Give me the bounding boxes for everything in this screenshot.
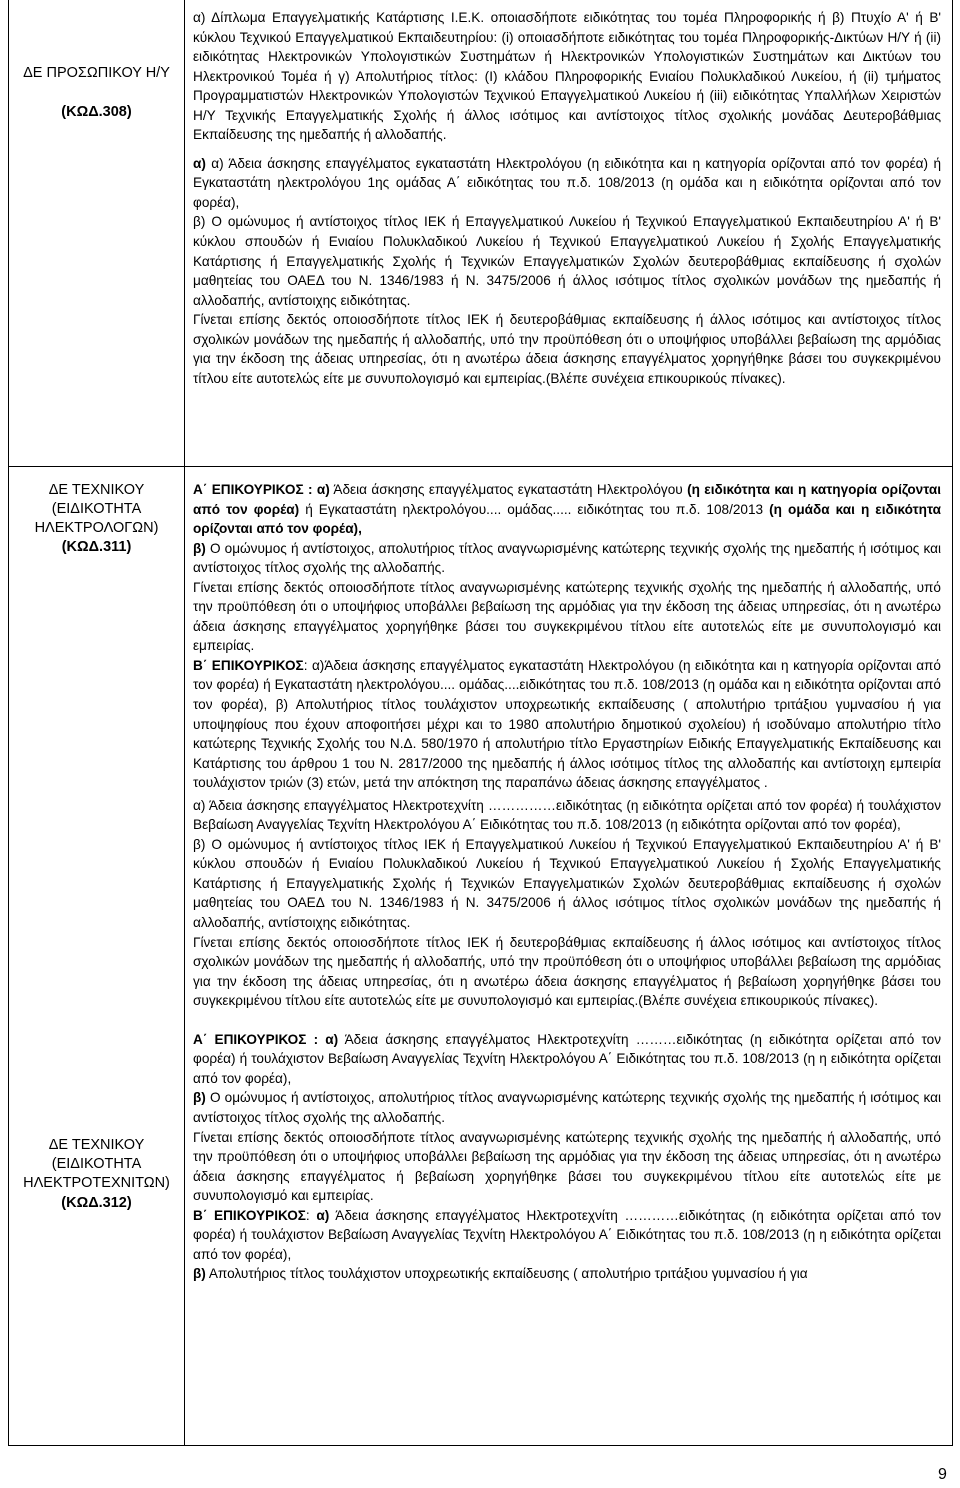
qualifications-cell: [193, 8, 941, 388]
auxiliary-a-note: Γίνεται επίσης δεκτός οποιοσδήποτε τίτλος αναγνωρισμένης κατώτερης τεχνικής σχολής της ημεδαπής ή αλλοδαπής, υπό την προϋπόθεση ότι ο υποψήφιος υποβάλλει βεβαίωση της αρμόδιας για την έκδοση της άδειας υπηρεσίας, ότι η ανωτέρω άδεια άσκησης επαγγέλματος χορηγήθηκε βάσει του συγκεκριμένου τίτλου είτε αυτοτελώς είτε με συνυπολογισμό και εμπειρίας.: [193, 579, 941, 654]
auxiliary-b-2-b-heading: β): [193, 1266, 206, 1282]
auxiliary-b: [193, 656, 941, 793]
table-row: [9, 0, 952, 467]
auxiliary-a-2-heading: Α΄ ΕΠΙΚΟΥΡΙΚΟΣ : α): [193, 1031, 339, 1047]
auxiliary-b-2-text: Άδεια άσκησης επαγγέλματος Ηλεκτροτεχνίτη …………ειδικότητας (η ειδικότητα ορίζεται από τον φορέα) ή τουλάχιστον Βεβαίωση Αναγγελίας Τεχνίτη Ηλεκτρολόγου Α΄ Ειδικότητας του π.δ. 108/2013 (η η ειδικότητα ορίζεται από τον φορέα),: [193, 1207, 941, 1262]
auxiliary-b-2-a: α): [316, 1207, 330, 1223]
auxiliary-a-bold: (η ειδικότητα και η κατηγορία ορίζονται από τον φορέα): [193, 482, 942, 517]
qualification-a-text: α) Άδεια άσκησης επαγγέλματος εγκαταστάτη Ηλεκτρολόγου (η ειδικότητα και η κατηγορία ορίζονται από τον φορέα) ή Εγκαταστάτη ηλεκτρολόγου 1ης ομάδας Α΄ ειδικότητας του π.δ. 108/2013 (η ομάδα και η ειδικότητα ορίζονται από τον φορέα),: [193, 155, 942, 210]
auxiliary-a-2-text: Άδεια άσκησης επαγγέλματος Ηλεκτροτεχνίτη ………ειδικότητας (η ειδικότητα ορίζεται από τον φορέα) ή τουλάχιστον Βεβαίωση Αναγγελίας Τεχνίτη Ηλεκτρολόγου Α΄ Ειδικότητας του π.δ. 108/2013 (η η ειδικότητα ορίζεται από τον φορέα),: [193, 1031, 942, 1086]
page-number: 9: [938, 1466, 947, 1483]
auxiliary-a-2-b-heading: β): [193, 1090, 206, 1106]
auxiliary-a-heading: Α΄ ΕΠΙΚΟΥΡΙΚΟΣ : α): [193, 482, 330, 497]
auxiliary-b-2-colon: :: [305, 1207, 310, 1223]
specialty-code: (ΚΩΔ.311): [61, 539, 132, 555]
specialty-cell: [9, 0, 185, 466]
qualification-a: α) α) Άδεια άσκησης επαγγέλματος εγκαταστάτη Ηλεκτρολόγου (η ειδικότητα και η κατηγορία ορίζονται από τον φορέα) ή Εγκαταστάτη ηλεκτρολόγου 1ης ομάδας Α΄ ειδικότητας του π.δ. 108/2013 (η ομάδα και η ειδικότητα ορίζονται από τον φορέα),: [193, 155, 942, 210]
qualifications-cell: [193, 480, 941, 1284]
auxiliary-b-heading: Β΄ ΕΠΙΚΟΥΡΙΚΟΣ: [193, 657, 304, 673]
specialty-code: (ΚΩΔ.308): [61, 104, 132, 120]
auxiliary-a-2-note: Γίνεται επίσης δεκτός οποιοσδήποτε τίτλος αναγνωρισμένης κατώτερης τεχνικής σχολής της ημεδαπής ή αλλοδαπής, υπό την προϋπόθεση ότι ο υποψήφιος υποβάλλει βεβαίωση της αρμόδιας για την έκδοση της άδειας υπηρεσίας, ότι η ανωτέρω άδεια άσκησης επαγγέλματος ή βεβαίωση χορηγήθηκε βάσει του συγκεκριμένου τίτλου είτε αυτοτελώς είτε με συνυπολογισμό και εμπειρίας.: [193, 1129, 941, 1204]
specialty-title-2: ΔΕ ΤΕΧΝΙΚΟΥ (ΕΙΔΙΚΟΤΗΤΑ ΗΛΕΚΤΡΟΤΕΧΝΙΤΩΝ): [23, 1137, 170, 1191]
auxiliary-a: [193, 480, 941, 539]
auxiliary-b-2-b: [193, 1264, 941, 1284]
qualification-b: β) Ο ομώνυμος ή αντίστοιχος τίτλος ΙΕΚ ή Επαγγελματικού Λυκείου ή Τεχνικού Επαγγελματικού Εκπαιδευτηρίου Α' ή Β' κύκλου σπουδών ή Ενιαίου Πολυκλαδικού Λυκείου ή Τεχνικού Επαγγελματικού Λυκείου ή Σχολής Επαγγελματικής Κατάρτισης ή Επαγγελματικής Σχολής ή Τεχνικών Επαγγελματικών Σχολών δευτεροβάθμιας εκπαίδευσης ή σχολών μαθητείας του ΟΑΕΔ του Ν. 1346/1983 ή Ν. 3475/2006 ή άλλος ισότιμος τίτλος σχολικών μονάδων της ημεδαπής ή αλλοδαπής, αντίστοιχης ειδικότητας.: [193, 214, 941, 308]
auxiliary-a-2: [193, 1030, 941, 1089]
electrotechnician-note: Γίνεται επίσης δεκτός οποιοσδήποτε τίτλος ΙΕΚ ή δευτεροβάθμιας εκπαίδευσης ή άλλος ισότιμος και αντίστοιχος τίτλος σχολικών μονάδων της ημεδαπής ή αλλοδαπής, υπό την προϋπόθεση ότι ο υποψήφιος υποβάλλει βεβαίωση της αρμόδιας για την έκδοση της άδειας υπηρεσίας, ότι η ανωτέρω άδεια άσκησης επαγγέλματος ή βεβαίωση χορηγήθηκε βάσει του συγκεκριμένου τίτλου είτε αυτοτελώς είτε με συνυπολογισμό και εμπειρίας.(Βλέπε συνέχεια επικουρικούς πίνακες).: [193, 934, 941, 1009]
auxiliary-b-text: : α)Άδεια άσκησης επαγγέλματος εγκαταστάτη Ηλεκτρολόγου (η ειδικότητα και η κατηγορία ορίζονται από τον φορέα) ή Εγκαταστάτη ηλεκτρολόγου.... ομάδας....ειδικότητας του π.δ. 108/2013 (η ομάδα και η ειδικότητα ορίζονται από τον φορέα), β) Απολυτήριος τίτλος τουλάχιστον υποχρεωτικής εκπαίδευσης ( απολυτήριο τριτάξιου γυμνασίου ή για υποψηφίους που έχουν αποφοιτήσει μέχρι και το 1980 απολυτήριο δημοτικού σχολείου) ή ισοδύναμο απολυτήριο τίτλο κατώτερης Τεχνικής Σχολής του Ν.Δ. 580/1970 ή απολυτήριο τίτλο Εργαστηρίων Ειδικής Επαγγελματικής Εκπαίδευσης και Κατάρτισης του άρθρου 1 του Ν. 2817/2000 της ημεδαπής ή άλλος ισότιμος τίτλος της αλλοδαπής και αντίστοιχη εμπειρία τουλάχιστον τριών (3) ετών, μετά την απόκτηση της παραπάνω άδειας άσκησης επαγγέλματος .: [193, 657, 941, 791]
electrotechnician-a: α) Άδεια άσκησης επαγγέλματος Ηλεκτροτεχνίτη ……………ειδικότητας (η ειδικότητα ορίζεται από τον φορέα) ή τουλάχιστον Βεβαίωση Αναγγελίας Τεχνίτη Ηλεκτρολόγου Α΄ Ειδικότητας του π.δ. 108/2013 (η ειδικότητα ορίζονται από τον φορέα),: [193, 797, 941, 833]
auxiliary-a-2-b-text: Ο ομώνυμος ή αντίστοιχος, απολυτήριος τίτλος αναγνωρισμένης κατώτερης τεχνικής σχολής της ημεδαπής ή ισότιμος και αντίστοιχος τίτλος σχολής της αλλοδαπής.: [193, 1090, 941, 1125]
auxiliary-a-text-2: ή Εγκαταστάτη ηλεκτρολόγου.... ομάδας..... ειδικότητας του π.δ. 108/2013: [305, 501, 764, 517]
specialty-cell: [9, 467, 185, 1446]
specialty-title: ΔΕ ΤΕΧΝΙΚΟΥ (ΕΙΔΙΚΟΤΗΤΑ ΗΛΕΚΤΡΟΛΟΓΩΝ): [34, 482, 159, 536]
auxiliary-b-2-heading: Β΄ ΕΠΙΚΟΥΡΙΚΟΣ: [193, 1207, 306, 1223]
table-row: [9, 467, 952, 1446]
auxiliary-a-text: Άδεια άσκησης επαγγέλματος εγκαταστάτη Ηλεκτρολόγου: [333, 482, 683, 497]
document-table: [8, 0, 953, 1446]
auxiliary-b-2: [193, 1206, 941, 1265]
auxiliary-a-b-heading: β): [193, 540, 206, 556]
auxiliary-a-b-text: Ο ομώνυμος ή αντίστοιχος, απολυτήριος τίτλος αναγνωρισμένης κατώτερης τεχνικής σχολής της ημεδαπής ή ισότιμος και αντίστοιχος τίτλος σχολής της αλλοδαπής.: [193, 540, 941, 576]
auxiliary-b-2-b-text: Απολυτήριος τίτλος τουλάχιστον υποχρεωτικής εκπαίδευσης ( απολυτήριο τριτάξιου γυμνασίου ή για: [208, 1266, 808, 1282]
qualification-note: Γίνεται επίσης δεκτός οποιοσδήποτε τίτλος ΙΕΚ ή δευτεροβάθμιας εκπαίδευσης ή άλλος ισότιμος και αντίστοιχος τίτλος σχολικών μονάδων της ημεδαπής ή αλλοδαπής, υπό την προϋπόθεση ότι ο υποψήφιος υποβάλλει βεβαίωση της αρμόδιας για την έκδοση της άδειας υπηρεσίας, ότι η ανωτέρω άδεια άσκησης επαγγέλματος χορηγήθηκε βάσει του συγκεκριμένου τίτλου είτε αυτοτελώς είτε με συνυπολογισμό και εμπειρίας.(Βλέπε συνέχεια επικουρικούς πίνακες).: [193, 312, 941, 386]
specialty-title: ΔΕ ΠΡΟΣΩΠΙΚΟΥ Η/Υ: [23, 65, 170, 81]
electrotechnician-b: β) Ο ομώνυμος ή αντίστοιχος τίτλος ΙΕΚ ή Επαγγελματικού Λυκείου ή Τεχνικού Επαγγελματικού Εκπαιδευτηρίου Α' ή Β' κύκλου σπουδών ή Ενιαίου Πολυκλαδικού Λυκείου ή Τεχνικού Επαγγελματικού Λυκείου ή Σχολής Επαγγελματικής Κατάρτισης ή Επαγγελματικής Σχολής ή Τεχνικών Επαγγελματικών Σχολών δευτεροβάθμιας εκπαίδευσης ή σχολών μαθητείας του ΟΑΕΔ του Ν. 1346/1983 ή Ν. 3475/2006 ή άλλος ισότιμος τίτλος σχολικών μονάδων της ημεδαπής ή αλλοδαπής, αντίστοιχης ειδικότητας.: [193, 836, 941, 931]
auxiliary-a-2-b: [193, 1088, 941, 1127]
specialty-code-2: (ΚΩΔ.312): [61, 1195, 132, 1211]
auxiliary-a-b: [193, 539, 941, 578]
auxiliary-a-bold-2: (η ομάδα και η ειδικότητα ορίζονται από τον φορέα),: [193, 501, 941, 537]
main-qualification: α) Δίπλωμα Επαγγελματικής Κατάρτισης Ι.Ε.Κ. οποιασδήποτε ειδικότητας του τομέα Πληροφορικής ή β) Πτυχίο Α' ή Β' κύκλου Τεχνικού Επαγγελματικού Εκπαιδευτηρίου: (i) οποιασδήποτε ειδικότητας του τομέα Πληροφορικής-Δικτύων Η/Υ ή (ii) ειδικότητας Ηλεκτρονικών Υπολογιστικών Συστημάτων ή Ηλεκτρονικών Υπολογιστικών Συστημάτων και Δικτύων του Ηλεκτρονικού Τομέα ή γ) Απολυτήριος τίτλος: (I) κλάδου Πληροφορικής Ενιαίου Πολυκλαδικού Λυκείου, ή (ii) τμήματος Προγραμματιστών Ηλεκτρονικών Υπολογιστών Τεχνικού Επαγγελματικού Λυκείου ή (iii) ειδικότητας Υπαλλήλων Χειριστών Η/Υ Τεχνικής Επαγγελματικής Σχολής ή άλλος ισότιμος και αντίστοιχος τίτλος σχολικής μονάδας Δευτεροβάθμιας Εκπαίδευσης της ημεδαπής ή αλλοδαπής.: [193, 10, 941, 143]
